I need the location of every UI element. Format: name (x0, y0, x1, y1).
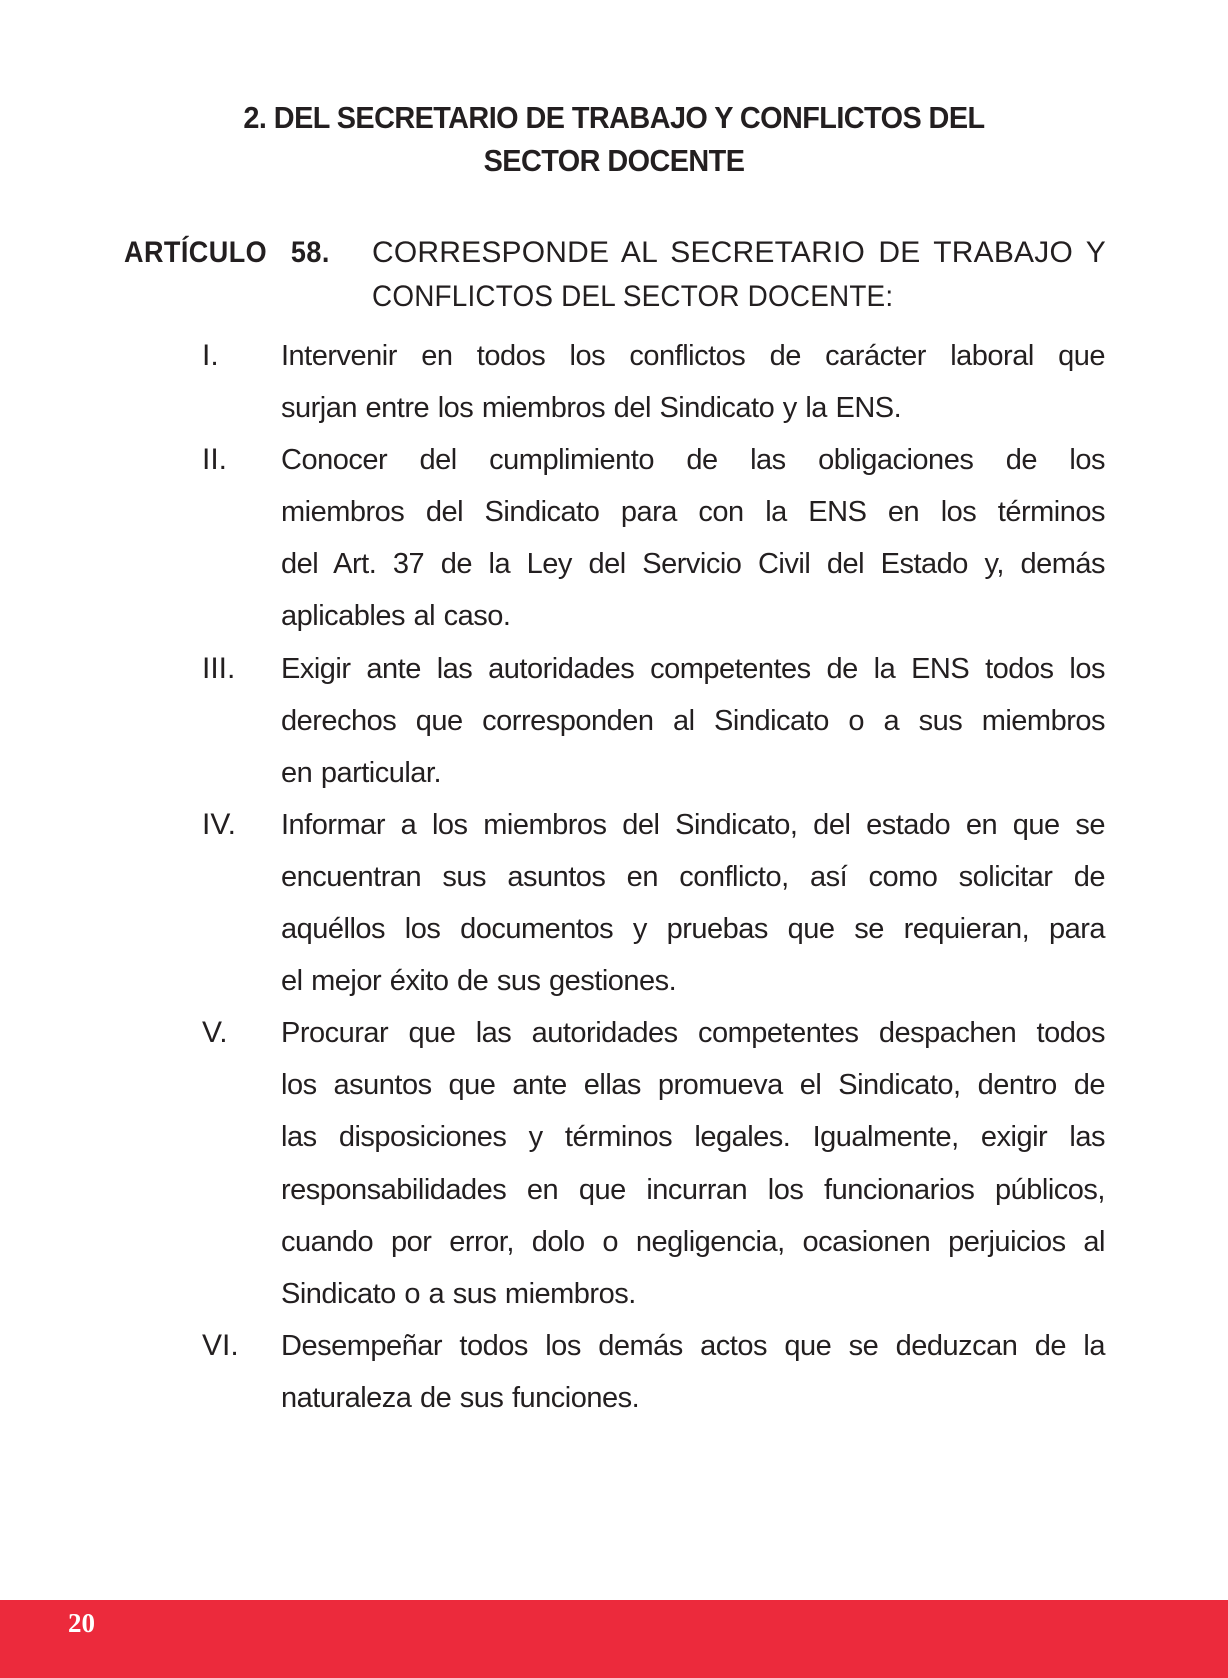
item-text-line: naturaleza de sus funciones. (281, 1381, 640, 1414)
item-text-line: Informar a los miembros del Sindicato, del estado en que se (281, 808, 1105, 841)
item-text (281, 799, 1105, 1007)
item-numeral: V. (202, 1016, 228, 1050)
item-text-line: Intervenir en todos los conflictos de carácter laboral que (281, 340, 1105, 372)
item-text-line: derechos que corresponden al Sindicato o a sus miembros (281, 704, 1105, 737)
article-label: ARTÍCULO 58. (124, 236, 330, 269)
footer-bar (0, 1600, 1228, 1678)
item-text-line: las disposiciones y términos legales. Igualmente, exigir las (281, 1121, 1105, 1154)
item-text-line: Exigir ante las autoridades competentes de la ENS todos los (281, 652, 1105, 685)
item-text-line: cuando por error, dolo o negligencia, ocasionen perjuicios al (281, 1225, 1105, 1258)
item-text-line: aquéllos los documentos y pruebas que se requieran, para (281, 913, 1105, 946)
item-text-line: Sindicato o a sus miembros. (281, 1277, 636, 1310)
item-text-line: Procurar que las autoridades competentes despachen todos (281, 1017, 1105, 1050)
item-text-line: miembros del Sindicato para con la ENS en los términos (281, 496, 1105, 529)
article-heading-line-2: CONFLICTOS DEL SECTOR DOCENTE: (372, 280, 894, 313)
item-text (281, 643, 1105, 799)
section-title-line-1: 2. DEL SECRETARIO DE TRABAJO Y CONFLICTOS DEL (243, 100, 985, 135)
item-text (281, 1320, 1105, 1424)
item-numeral: VI. (202, 1328, 239, 1362)
section-title (136, 96, 1092, 182)
item-text (281, 330, 1105, 434)
item-text-line: los asuntos que ante ellas promueva el Sindicato, dentro de (281, 1069, 1105, 1102)
item-text-line: surjan entre los miembros del Sindicato y la ENS. (281, 392, 902, 425)
page-number: 20 (68, 1608, 95, 1638)
item-text-line: el mejor éxito de sus gestiones. (281, 965, 677, 998)
item-numeral: IV. (202, 807, 236, 841)
item-text-line: responsabilidades en que incurran los funcionarios públicos, (281, 1173, 1105, 1206)
item-text-line: en particular. (281, 756, 442, 789)
item-text (281, 1007, 1105, 1320)
item-text-line: encuentran sus asuntos en conflicto, así como solicitar de (281, 860, 1105, 893)
article-heading-line-1: CORRESPONDE AL SECRETARIO DE TRABAJO Y (372, 236, 1106, 269)
item-text-line: Desempeñar todos los demás actos que se deduzcan de la (281, 1329, 1105, 1362)
item-text-line: del Art. 37 de la Ley del Servicio Civil del Estado y, demás (281, 548, 1105, 581)
item-numeral: II. (202, 443, 228, 477)
item-numeral: I. (202, 339, 219, 372)
item-text (281, 434, 1105, 642)
article-heading-text (372, 231, 1106, 319)
section-title-line-2: SECTOR DOCENTE (483, 143, 745, 178)
item-numeral: III. (202, 651, 236, 685)
item-text-line: Conocer del cumplimiento de las obligaciones de los (281, 444, 1105, 477)
item-text-line: aplicables al caso. (281, 600, 511, 633)
